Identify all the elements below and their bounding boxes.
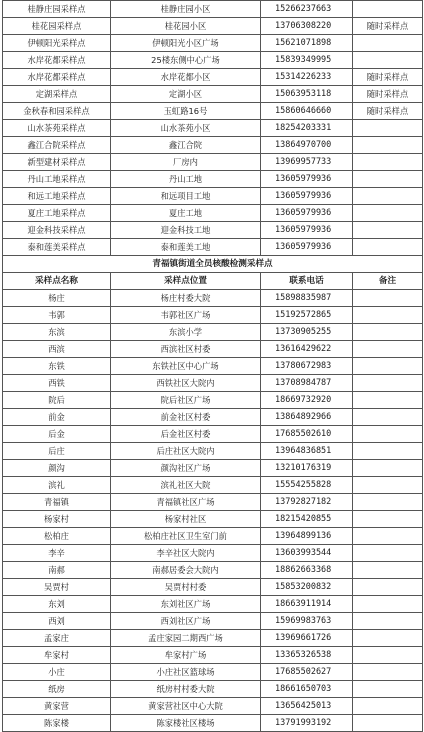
cell-phone: 15554255828 — [261, 477, 353, 494]
cell-note — [353, 681, 423, 698]
cell-phone: 13616429622 — [261, 341, 353, 358]
cell-phone: 13791993192 — [261, 715, 353, 732]
cell-location: 颜沟社区广场 — [111, 460, 261, 477]
cell-location: 桂花园小区 — [111, 18, 261, 35]
cell-location: 厂房内 — [111, 154, 261, 171]
cell-phone: 15839349995 — [261, 52, 353, 69]
cell-note: 随时采样点 — [353, 69, 423, 86]
cell-location: 黄家营社区中心大院 — [111, 698, 261, 715]
cell-name: 南郝 — [3, 562, 111, 579]
cell-location: 西铁社区大院内 — [111, 375, 261, 392]
cell-location: 山水茶苑小区 — [111, 120, 261, 137]
cell-phone: 15898835987 — [261, 290, 353, 307]
cell-name: 丹山工地采样点 — [3, 171, 111, 188]
cell-location: 院后社区广场 — [111, 392, 261, 409]
cell-phone: 17685502627 — [261, 664, 353, 681]
table-row — [3, 171, 423, 188]
table-row — [3, 630, 423, 647]
cell-name: 吴贾村 — [3, 579, 111, 596]
table-row — [3, 375, 423, 392]
cell-location: 松柏庄社区卫生室门前 — [111, 528, 261, 545]
cell-name: 前金 — [3, 409, 111, 426]
table-row — [3, 409, 423, 426]
table-row — [3, 596, 423, 613]
table-row — [3, 664, 423, 681]
cell-note: 随时采样点 — [353, 18, 423, 35]
table-row — [3, 103, 423, 120]
cell-note — [353, 511, 423, 528]
cell-location: 桂静庄园小区 — [111, 1, 261, 18]
table-row — [3, 647, 423, 664]
cell-phone: 15063953118 — [261, 86, 353, 103]
cell-phone: 15621071898 — [261, 35, 353, 52]
cell-note — [353, 341, 423, 358]
table-row — [3, 205, 423, 222]
cell-name: 杨庄 — [3, 290, 111, 307]
cell-name: 孟家庄 — [3, 630, 111, 647]
cell-phone: 13656425013 — [261, 698, 353, 715]
table-row — [3, 35, 423, 52]
cell-location: 杨庄村委大院 — [111, 290, 261, 307]
cell-note — [353, 528, 423, 545]
cell-location: 杨家村社区 — [111, 511, 261, 528]
cell-name: 桂花园采样点 — [3, 18, 111, 35]
cell-note — [353, 664, 423, 681]
cell-location: 纸房村村委大院 — [111, 681, 261, 698]
table-row — [3, 460, 423, 477]
cell-note: 随时采样点 — [353, 103, 423, 120]
table-row — [3, 511, 423, 528]
cell-note — [353, 307, 423, 324]
header-location: 采样点位置 — [111, 273, 261, 290]
table-row — [3, 715, 423, 732]
cell-location: 和远项目工地 — [111, 188, 261, 205]
cell-name: 李辛 — [3, 545, 111, 562]
table-row — [3, 1, 423, 18]
cell-note — [353, 358, 423, 375]
cell-note — [353, 443, 423, 460]
cell-phone: 13964836851 — [261, 443, 353, 460]
table-row — [3, 52, 423, 69]
header-row — [3, 273, 423, 290]
cell-location: 南郝居委会大院内 — [111, 562, 261, 579]
table-row — [3, 562, 423, 579]
section-title-row — [3, 256, 423, 273]
cell-name: 黄家营 — [3, 698, 111, 715]
cell-location: 孟庄家园二期西广场 — [111, 630, 261, 647]
table-row — [3, 137, 423, 154]
cell-location: 伊顿阳光小区广场 — [111, 35, 261, 52]
cell-note — [353, 494, 423, 511]
cell-location: 东刘社区广场 — [111, 596, 261, 613]
cell-note — [353, 324, 423, 341]
cell-note — [353, 137, 423, 154]
cell-phone: 18663911914 — [261, 596, 353, 613]
cell-note — [353, 120, 423, 137]
cell-location: 西滨社区村委 — [111, 341, 261, 358]
cell-location: 韦郭社区广场 — [111, 307, 261, 324]
cell-name: 院后 — [3, 392, 111, 409]
cell-name: 陈家楼 — [3, 715, 111, 732]
cell-location: 陈家楼社区楼场 — [111, 715, 261, 732]
cell-phone: 18669732920 — [261, 392, 353, 409]
top-rows-body — [3, 1, 423, 256]
cell-name: 后金 — [3, 426, 111, 443]
table-row — [3, 290, 423, 307]
table-row — [3, 426, 423, 443]
cell-name: 山水茶苑采样点 — [3, 120, 111, 137]
cell-location: 迎金科技工地 — [111, 222, 261, 239]
cell-name: 新型建材采样点 — [3, 154, 111, 171]
cell-note — [353, 460, 423, 477]
table-row — [3, 154, 423, 171]
cell-name: 韦郭 — [3, 307, 111, 324]
table-row — [3, 698, 423, 715]
cell-phone: 18215420855 — [261, 511, 353, 528]
cell-phone: 13605979936 — [261, 239, 353, 256]
cell-phone: 13969957733 — [261, 154, 353, 171]
table-row — [3, 579, 423, 596]
header-name: 采样点名称 — [3, 273, 111, 290]
cell-name: 伊顿阳光采样点 — [3, 35, 111, 52]
cell-phone: 13792827182 — [261, 494, 353, 511]
cell-location: 前金社区村委 — [111, 409, 261, 426]
cell-note — [353, 392, 423, 409]
cell-phone: 13603993544 — [261, 545, 353, 562]
cell-name: 西铁 — [3, 375, 111, 392]
cell-note — [353, 477, 423, 494]
table-row — [3, 86, 423, 103]
table-row — [3, 188, 423, 205]
cell-phone: 13605979936 — [261, 222, 353, 239]
cell-phone: 13964899136 — [261, 528, 353, 545]
cell-name: 牟家村 — [3, 647, 111, 664]
cell-name: 颜沟 — [3, 460, 111, 477]
cell-name: 西刘 — [3, 613, 111, 630]
cell-name: 小庄 — [3, 664, 111, 681]
table-row — [3, 239, 423, 256]
cell-note — [353, 35, 423, 52]
table-row — [3, 545, 423, 562]
cell-name: 东滨 — [3, 324, 111, 341]
cell-phone: 15860646660 — [261, 103, 353, 120]
cell-note — [353, 579, 423, 596]
cell-note — [353, 409, 423, 426]
cell-phone: 18254203331 — [261, 120, 353, 137]
cell-name: 水岸花都采样点 — [3, 52, 111, 69]
cell-note — [353, 630, 423, 647]
table-row — [3, 222, 423, 239]
sampling-points-table — [2, 0, 423, 732]
cell-location: 西刘社区广场 — [111, 613, 261, 630]
table-row — [3, 307, 423, 324]
cell-phone: 17685502610 — [261, 426, 353, 443]
cell-note — [353, 715, 423, 732]
cell-name: 和远工地采样点 — [3, 188, 111, 205]
cell-name: 鑫江合院采样点 — [3, 137, 111, 154]
cell-location: 水岸花都小区 — [111, 69, 261, 86]
cell-location: 李辛社区大院内 — [111, 545, 261, 562]
cell-note — [353, 613, 423, 630]
cell-phone: 13864970700 — [261, 137, 353, 154]
cell-note — [353, 154, 423, 171]
cell-location: 东滨小学 — [111, 324, 261, 341]
cell-note — [353, 545, 423, 562]
cell-location: 小庄社区篮球场 — [111, 664, 261, 681]
table-row — [3, 528, 423, 545]
cell-note — [353, 1, 423, 18]
cell-phone: 18862663368 — [261, 562, 353, 579]
table-row — [3, 358, 423, 375]
cell-location: 泰和莲美工地 — [111, 239, 261, 256]
header-note: 备注 — [353, 273, 423, 290]
table-row — [3, 324, 423, 341]
cell-note — [353, 205, 423, 222]
cell-name: 金秋春和园采样点 — [3, 103, 111, 120]
cell-note — [353, 239, 423, 256]
table-row — [3, 392, 423, 409]
cell-location: 东铁社区中心广场 — [111, 358, 261, 375]
cell-location: 定湖小区 — [111, 86, 261, 103]
cell-name: 水岸花都采样点 — [3, 69, 111, 86]
table-row — [3, 69, 423, 86]
cell-phone: 13605979936 — [261, 171, 353, 188]
cell-note — [353, 290, 423, 307]
cell-name: 后庄 — [3, 443, 111, 460]
table-row — [3, 18, 423, 35]
cell-phone: 13708984787 — [261, 375, 353, 392]
cell-note — [353, 171, 423, 188]
main-rows-body — [3, 290, 423, 732]
table-row — [3, 443, 423, 460]
cell-name: 纸房 — [3, 681, 111, 698]
cell-name: 东刘 — [3, 596, 111, 613]
cell-location: 青福镇社区广场 — [111, 494, 261, 511]
table-row — [3, 613, 423, 630]
cell-note — [353, 52, 423, 69]
cell-phone: 13780672983 — [261, 358, 353, 375]
cell-phone: 13730905255 — [261, 324, 353, 341]
table-row — [3, 681, 423, 698]
cell-phone: 13706308220 — [261, 18, 353, 35]
cell-location: 25楼东侧中心广场 — [111, 52, 261, 69]
cell-phone: 13365326538 — [261, 647, 353, 664]
cell-phone: 18661650703 — [261, 681, 353, 698]
cell-phone: 15192572865 — [261, 307, 353, 324]
cell-location: 滨礼社区大院 — [111, 477, 261, 494]
cell-phone: 13864892966 — [261, 409, 353, 426]
cell-note — [353, 647, 423, 664]
cell-location: 后金社区村委 — [111, 426, 261, 443]
cell-phone: 15266237663 — [261, 1, 353, 18]
cell-name: 滨礼 — [3, 477, 111, 494]
cell-name: 杨家村 — [3, 511, 111, 528]
cell-location: 玉虹路16号 — [111, 103, 261, 120]
cell-name: 夏庄工地采样点 — [3, 205, 111, 222]
cell-phone: 13605979936 — [261, 188, 353, 205]
cell-phone: 15853200832 — [261, 579, 353, 596]
cell-phone: 13969661726 — [261, 630, 353, 647]
cell-note — [353, 375, 423, 392]
cell-location: 夏庄工地 — [111, 205, 261, 222]
table-row — [3, 120, 423, 137]
header-phone: 联系电话 — [261, 273, 353, 290]
cell-location: 牟家村广场 — [111, 647, 261, 664]
cell-location: 丹山工地 — [111, 171, 261, 188]
cell-name: 青福镇 — [3, 494, 111, 511]
cell-name: 东铁 — [3, 358, 111, 375]
cell-note — [353, 426, 423, 443]
cell-phone: 15969983763 — [261, 613, 353, 630]
cell-phone: 15314226233 — [261, 69, 353, 86]
cell-name: 桂静庄园采样点 — [3, 1, 111, 18]
cell-name: 西滨 — [3, 341, 111, 358]
cell-note — [353, 188, 423, 205]
cell-name: 松柏庄 — [3, 528, 111, 545]
cell-location: 后庄社区大院内 — [111, 443, 261, 460]
cell-name: 泰和莲美采样点 — [3, 239, 111, 256]
cell-note — [353, 222, 423, 239]
cell-phone: 13605979936 — [261, 205, 353, 222]
cell-location: 鑫江合院 — [111, 137, 261, 154]
cell-name: 迎金科技采样点 — [3, 222, 111, 239]
section-title: 青福镇街道全员核酸检测采样点 — [3, 256, 423, 273]
cell-note: 随时采样点 — [353, 86, 423, 103]
cell-note — [353, 596, 423, 613]
table-row — [3, 494, 423, 511]
cell-note — [353, 698, 423, 715]
table-row — [3, 477, 423, 494]
cell-phone: 13210176319 — [261, 460, 353, 477]
cell-note — [353, 562, 423, 579]
cell-location: 吴贾村村委 — [111, 579, 261, 596]
cell-name: 定湖采样点 — [3, 86, 111, 103]
table-row — [3, 341, 423, 358]
